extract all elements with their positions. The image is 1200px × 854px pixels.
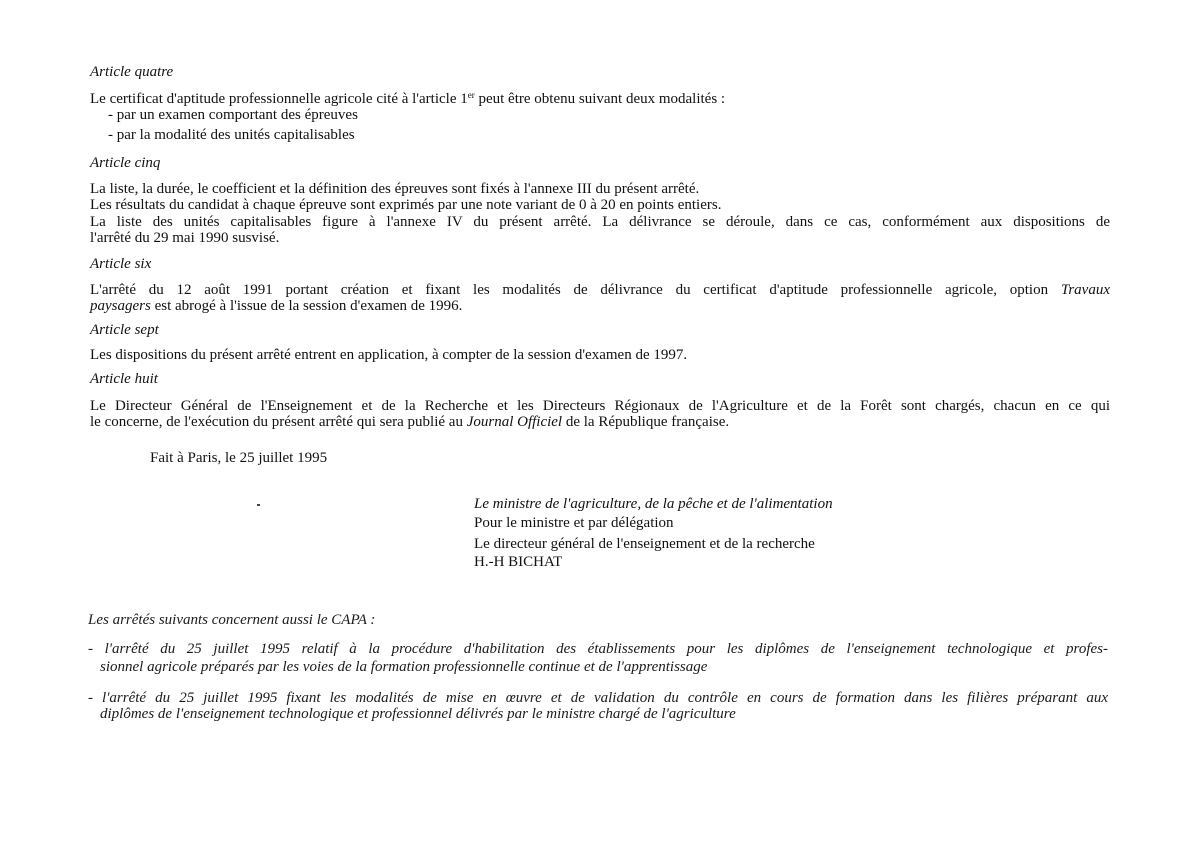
article-four-bullet-2: - par la modalité des unités capitalisables xyxy=(108,127,355,143)
article-eight-heading: Article huit xyxy=(90,371,158,387)
signature-delegation: Pour le ministre et par délégation xyxy=(474,515,674,531)
article-six-line-1 xyxy=(90,282,1110,298)
place-and-date: Fait à Paris, le 25 juillet 1995 xyxy=(150,450,328,466)
scan-speck xyxy=(257,504,260,506)
journal-officiel-italic: Journal Officiel xyxy=(466,414,563,430)
related-note-1-line-2: sionnel agricole préparés par les voies de la formation professionnelle continue et de l'apprentissage xyxy=(100,659,708,675)
signature-director: Le directeur général de l'enseignement et de la recherche xyxy=(474,536,815,552)
related-note-2-line-2: diplômes de l'enseignement technologique et professionnel délivrés par le ministre chargé de l'agriculture xyxy=(100,706,736,722)
article-six-italic-1: Travaux xyxy=(1060,282,1110,298)
article-four-text-end: peut être obtenu suivant deux modalités : xyxy=(474,91,726,107)
article-eight-text-end: de la République française. xyxy=(562,414,730,430)
superscript-er: er xyxy=(467,90,475,100)
article-eight-text: le concerne, de l'exécution du présent arrêté qui sera publié au xyxy=(90,414,467,430)
article-seven-line-1: Les dispositions du présent arrêté entrent en application, à compter de la session d'examen de 1997. xyxy=(90,347,688,363)
article-five-line-4: l'arrêté du 29 mai 1990 susvisé. xyxy=(90,230,280,246)
article-four-heading: Article quatre xyxy=(90,64,174,80)
signature-title: Le ministre de l'agriculture, de la pêche et de l'alimentation xyxy=(474,496,833,512)
related-note-2-line-1: - l'arrêté du 25 juillet 1995 fixant les modalités de mise en œuvre et de validation du contrôle en cours de formation dans les filières préparant aux xyxy=(88,690,1108,706)
related-note-1-line-1: - l'arrêté du 25 juillet 1995 relatif à la procédure d'habilitation des établissements pour les diplômes de l'enseignement technologique et profes- xyxy=(88,641,1108,657)
article-four-text: Le certificat d'aptitude professionnelle agricole cité à l'article 1 xyxy=(90,91,468,107)
article-four-bullet-1: - par un examen comportant des épreuves xyxy=(108,107,358,123)
article-six-text-end: est abrogé à l'issue de la session d'examen de 1996. xyxy=(150,298,463,314)
article-five-line-2: Les résultats du candidat à chaque épreuve sont exprimés par une note variant de 0 à 20 en points entiers. xyxy=(90,197,722,213)
article-eight-line-2 xyxy=(90,414,1110,430)
article-eight-line-1: Le Directeur Général de l'Enseignement et de la Recherche et les Directeurs Régionaux de l'Agriculture et de la Forêt sont chargés, chacun en ce qui xyxy=(90,398,1110,414)
article-five-heading: Article cinq xyxy=(90,155,161,171)
article-six-italic-2: paysagers xyxy=(90,298,151,314)
article-four-line-1 xyxy=(90,91,1110,107)
article-six-heading: Article six xyxy=(90,256,152,272)
article-five-line-1: La liste, la durée, le coefficient et la définition des épreuves sont fixés à l'annexe III du présent arrêté. xyxy=(90,181,700,197)
article-five-line-3: La liste des unités capitalisables figure à l'annexe IV du présent arrêté. La délivrance se déroule, dans ce cas, conformément aux dispositions de xyxy=(90,214,1110,230)
related-notes-intro: Les arrêtés suivants concernent aussi le CAPA : xyxy=(88,612,376,628)
article-seven-heading: Article sept xyxy=(90,322,159,338)
article-six-line-2 xyxy=(90,298,1110,314)
signature-name: H.-H BICHAT xyxy=(474,554,563,570)
article-six-text: L'arrêté du 12 août 1991 portant création et fixant les modalités de délivrance du certificat d'aptitude professionnelle agricole, option xyxy=(90,282,1061,298)
